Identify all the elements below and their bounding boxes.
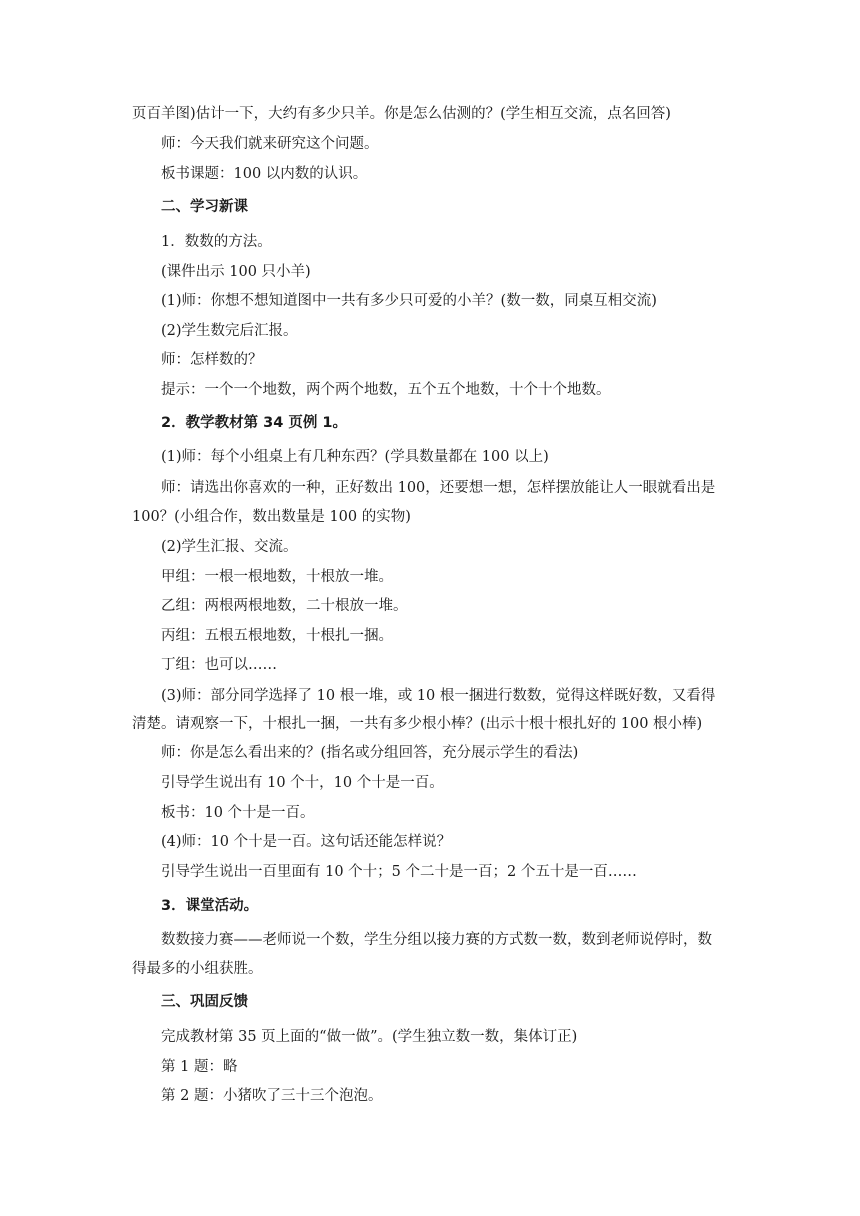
paragraph-line: 丙组：五根五根地数，十根扎一捆。 (161, 628, 393, 644)
paragraph-line: 丁组：也可以…… (161, 657, 277, 673)
paragraph-line: 引导学生说出有 10 个十，10 个十是一百。 (161, 775, 444, 791)
section-heading: 二、学习新课 (161, 199, 248, 215)
paragraph-line: 板书：10 个十是一百。 (161, 805, 315, 821)
paragraph-line: (1)师：你想不想知道图中一共有多少只可爱的小羊？(数一数，同桌互相交流) (161, 293, 657, 309)
paragraph-line: 清楚。请观察一下，十根扎一捆，一共有多少根小棒？(出示十根十根扎好的 100 根小棒) (132, 716, 703, 732)
paragraph-line: (2)学生数完后汇报。 (161, 323, 298, 339)
paragraph-line: 数数接力赛——老师说一个数，学生分组以接力赛的方式数一数，数到老师说停时，数 (161, 932, 712, 948)
paragraph-line: (课件出示 100 只小羊) (161, 264, 311, 280)
subsection-heading: 1．数数的方法。 (161, 234, 272, 250)
paragraph-line: 页百羊图)估计一下，大约有多少只羊。你是怎么估测的？(学生相互交流，点名回答) (132, 106, 671, 122)
paragraph-line: 第 2 题：小猪吹了三十三个泡泡。 (161, 1088, 383, 1104)
paragraph-line: (2)学生汇报、交流。 (161, 539, 298, 555)
paragraph-line: 引导学生说出一百里面有 10 个十；5 个二十是一百；2 个五十是一百…… (161, 864, 637, 880)
paragraph-line: 师：今天我们就来研究这个问题。 (161, 136, 379, 152)
paragraph-line: (3)师：部分同学选择了 10 根一堆，或 10 根一捆进行数数，觉得这样既好数，又看得 (161, 688, 716, 704)
paragraph-line: 乙组：两根两根地数，二十根放一堆。 (161, 598, 408, 614)
paragraph-line: (4)师：10 个十是一百。这句话还能怎样说？ (161, 834, 452, 850)
paragraph-line: 得最多的小组获胜。 (132, 961, 263, 977)
paragraph-line: 100？(小组合作，数出数量是 100 的实物) (132, 509, 411, 525)
subsection-heading: 2．教学教材第 34 页例 1。 (161, 415, 347, 431)
section-heading: 三、巩固反馈 (161, 994, 248, 1010)
paragraph-line: 完成教材第 35 页上面的“做一做”。(学生独立数一数，集体订正) (161, 1029, 578, 1045)
subsection-heading: 3．课堂活动。 (161, 898, 259, 914)
paragraph-line: 提示：一个一个地数，两个两个地数，五个五个地数，十个十个地数。 (161, 382, 611, 398)
paragraph-line: 师：你是怎么看出来的？(指名或分组回答，充分展示学生的看法) (161, 745, 579, 761)
paragraph-line: 板书课题：100 以内数的认识。 (161, 166, 368, 182)
paragraph-line: 师：请选出你喜欢的一种，正好数出 100，还要想一想，怎样摆放能让人一眼就看出是 (161, 480, 716, 496)
paragraph-line: 师：怎样数的？ (161, 352, 263, 368)
paragraph-line: 甲组：一根一根地数，十根放一堆。 (161, 569, 393, 585)
paragraph-line: 第 1 题：略 (161, 1059, 238, 1075)
paragraph-line: (1)师：每个小组桌上有几种东西？(学具数量都在 100 以上) (161, 449, 549, 465)
